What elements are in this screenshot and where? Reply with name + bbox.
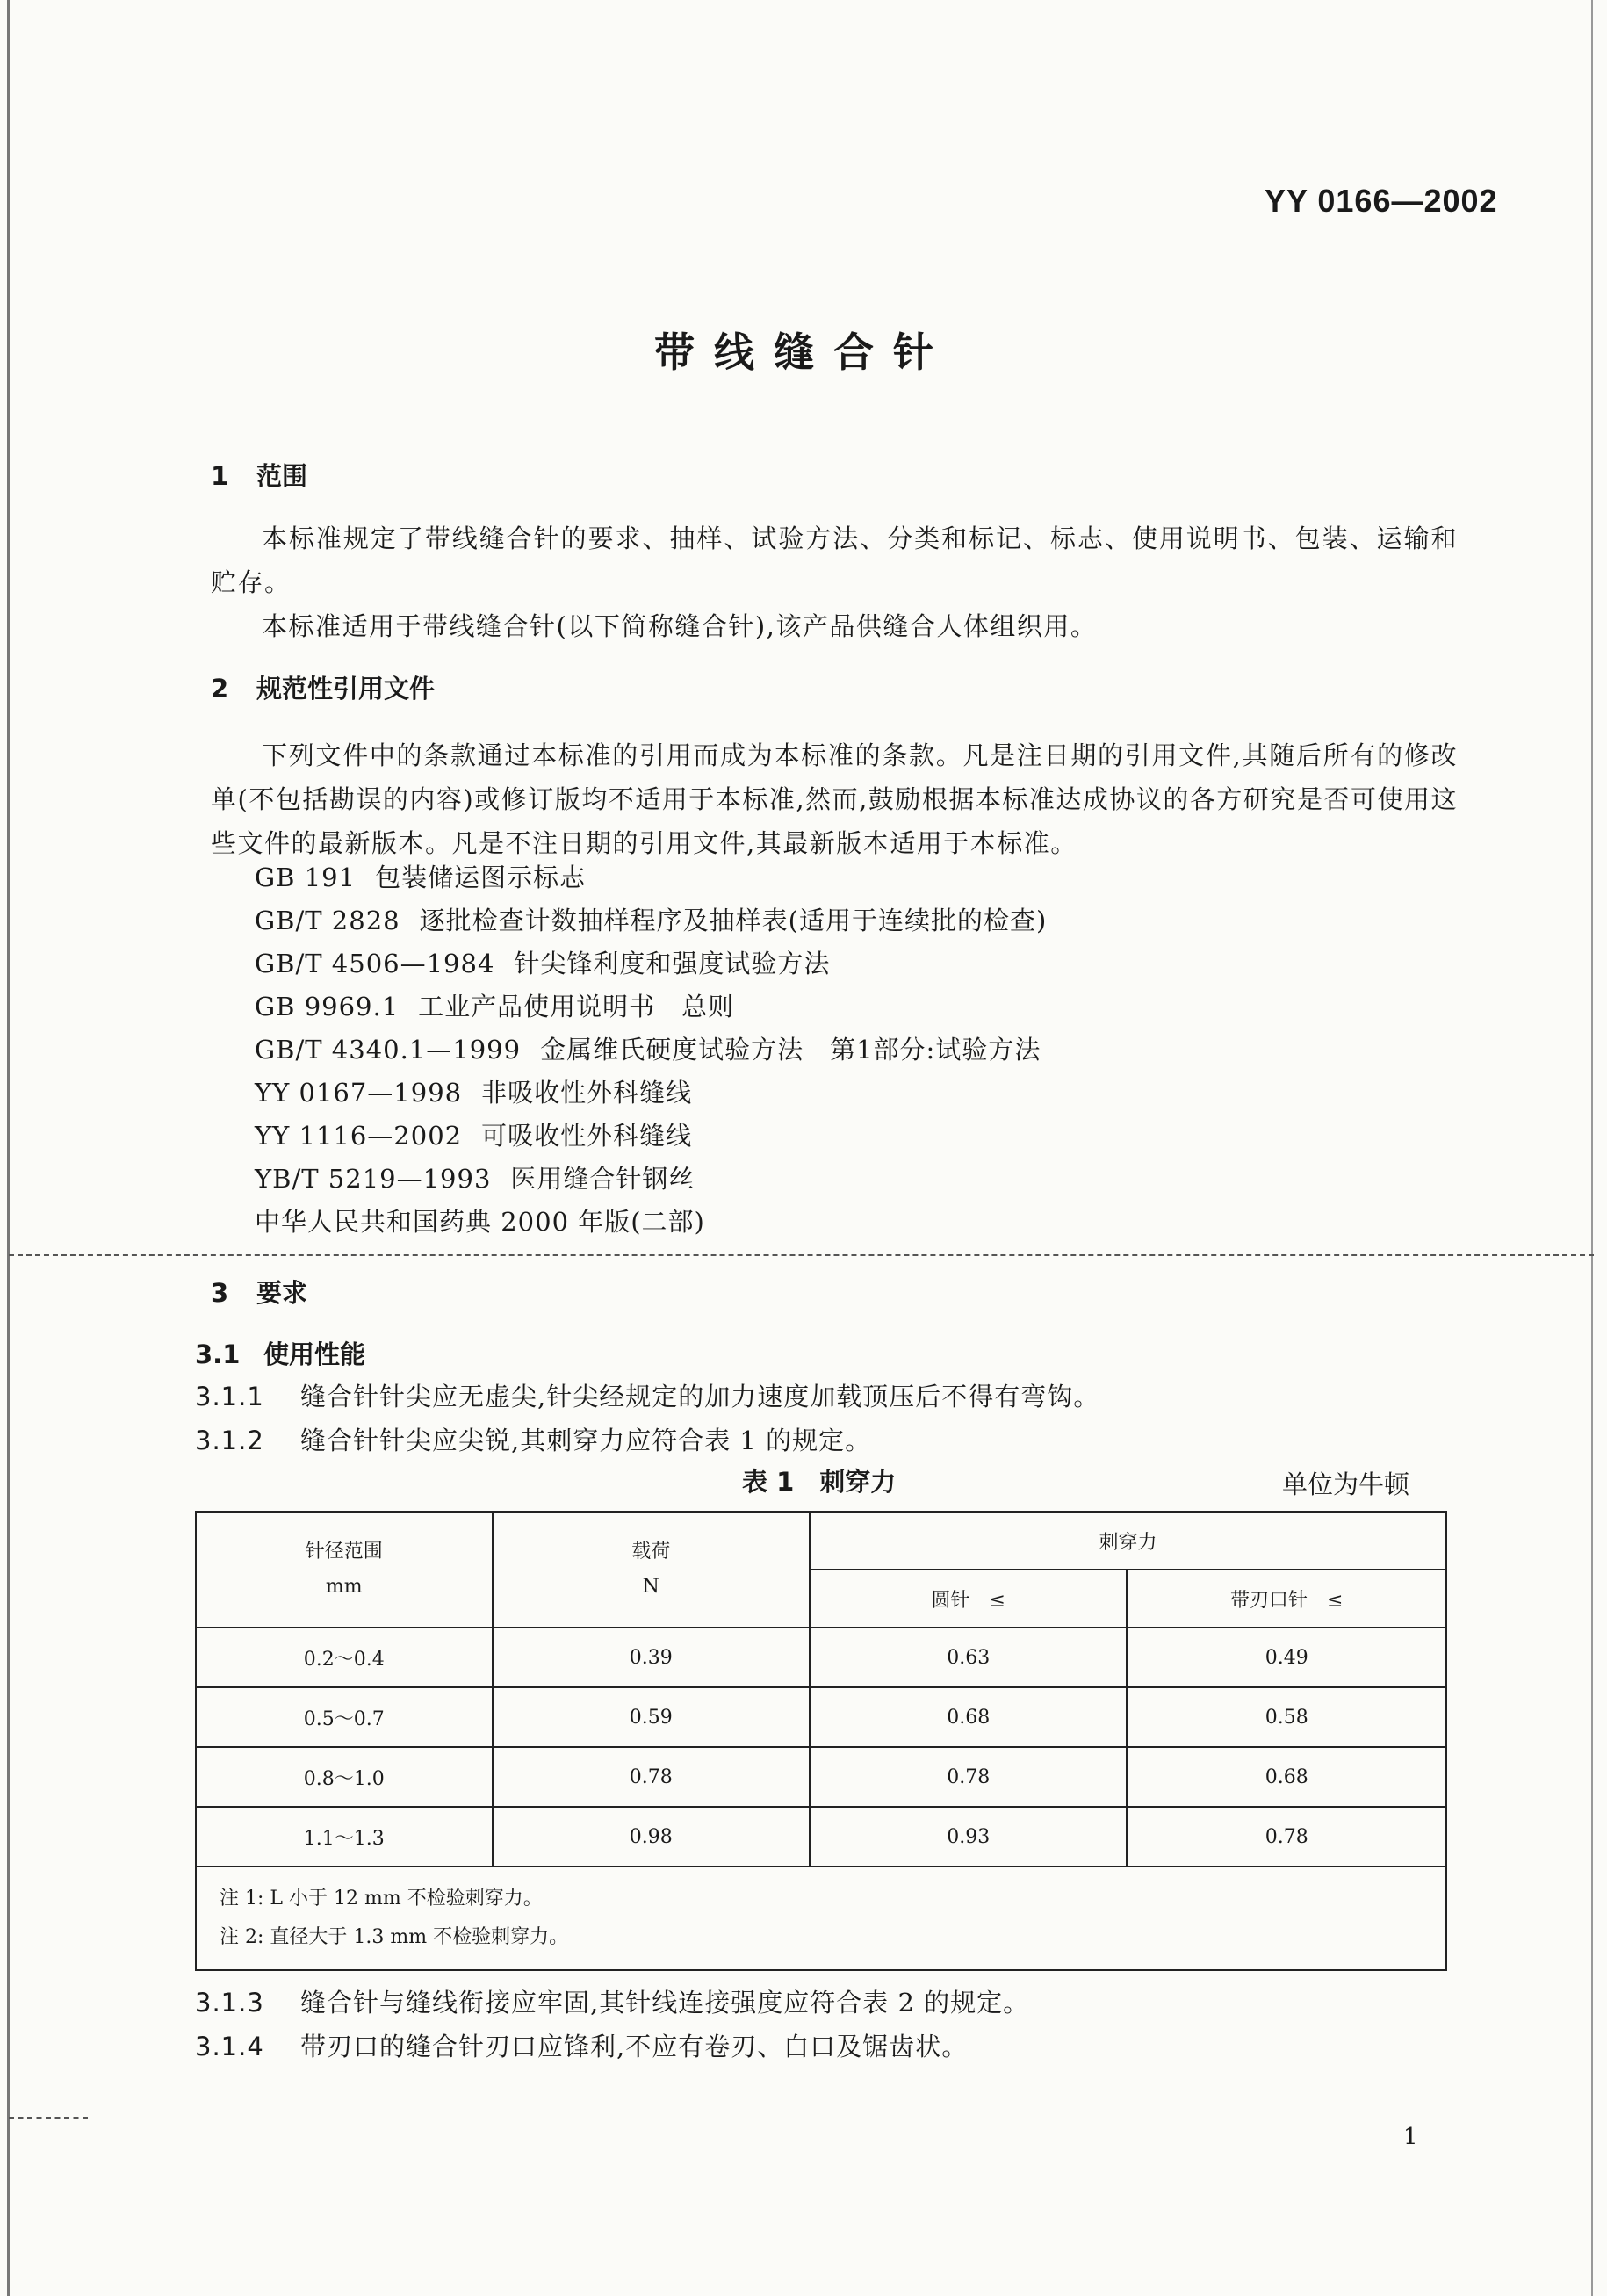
- subsection-3-1-title: 使用性能: [263, 1339, 366, 1369]
- clause-3-1-1: 3.1.1 缝合针针尖应无虚尖,针尖经规定的加力速度加载顶压后不得有弯钩。: [195, 1382, 1100, 1412]
- section-1-para-1: 本标准规定了带线缝合针的要求、抽样、试验方法、分类和标记、标志、使用说明书、包装、运输和贮存。: [211, 523, 1458, 597]
- section-2-heading: [211, 669, 435, 705]
- page-title: 带线缝合针: [654, 329, 953, 376]
- reference-item: GB/T 2828 逐批检查计数抽样程序及抽样表(适用于连续批的检查): [255, 906, 1048, 935]
- header-cutting-needle: 带刃口针 ≤: [1127, 1570, 1446, 1628]
- clause-3-1-3: 3.1.3 缝合针与缝线衔接应牢固,其针线连接强度应符合表 2 的规定。: [195, 1988, 1030, 2018]
- header-needle-range: 针径范围 mm: [196, 1512, 493, 1628]
- reference-item: GB 191 包装储运图示标志: [255, 863, 587, 892]
- standard-code: YY 0166—2002: [1265, 183, 1498, 219]
- subsection-3-1-number: 3.1: [195, 1339, 241, 1369]
- reference-item: 中华人民共和国药典 2000 年版(二部): [255, 1207, 705, 1237]
- table-note-2: 注 2: 直径大于 1.3 mm 不检验刺穿力。: [220, 1926, 569, 1948]
- reference-item: YY 0167—1998 非吸收性外科缝线: [255, 1078, 693, 1108]
- section-2-intro: 下列文件中的条款通过本标准的引用而成为本标准的条款。凡是注日期的引用文件,其随后所有的修改单(不包括勘误的内容)或修订版均不适用于本标准,然而,鼓励根据本标准达成协议的各方研究是否可使用这些文件的最新版本。凡是不注日期的引用文件,其最新版本适用于本标准。: [211, 740, 1458, 858]
- page-number: 1: [1403, 2124, 1418, 2150]
- section-3-number: 3: [211, 1278, 229, 1308]
- section-1-number: 1: [211, 461, 229, 491]
- section-1-title: 范围: [256, 461, 308, 491]
- table-1-penetration-force: [195, 1511, 1447, 1971]
- header-load: 载荷 N: [493, 1512, 810, 1628]
- table-row: 0.2～0.4 0.39 0.63 0.49: [196, 1628, 1446, 1687]
- reference-item: YY 1116—2002 可吸收性外科缝线: [255, 1121, 693, 1151]
- section-2-title: 规范性引用文件: [256, 674, 436, 704]
- section-1-heading: [211, 457, 307, 493]
- section-3-title: 要求: [256, 1278, 308, 1308]
- section-1-para-2: 本标准适用于带线缝合针(以下简称缝合针),该产品供缝合人体组织用。: [262, 611, 1098, 641]
- table-notes: [196, 1866, 1446, 1970]
- section-2-number: 2: [211, 674, 229, 704]
- table-note-1: 注 1: L 小于 12 mm 不检验刺穿力。: [220, 1888, 543, 1910]
- reference-item: GB 9969.1 工业产品使用说明书 总则: [255, 992, 735, 1022]
- reference-item: YB/T 5219—1993 医用缝合针钢丝: [255, 1164, 695, 1194]
- normative-references-list: [255, 856, 1047, 1244]
- clause-3-1-2: 3.1.2 缝合针针尖应尖锐,其刺穿力应符合表 1 的规定。: [195, 1426, 872, 1455]
- table-1-caption: 表 1 刺穿力: [742, 1467, 897, 1497]
- header-penetration-force: 刺穿力: [810, 1512, 1446, 1570]
- section-3-heading: [211, 1274, 307, 1310]
- reference-item: GB/T 4340.1—1999 金属维氏硬度试验方法 第1部分:试验方法: [255, 1035, 1041, 1065]
- clause-3-1-4: 3.1.4 带刃口的缝合针刃口应锋利,不应有卷刃、白口及锯齿状。: [195, 2032, 969, 2061]
- header-round-needle: 圆针 ≤: [810, 1570, 1127, 1628]
- subsection-3-1-heading: [195, 1335, 365, 1371]
- table-row: 1.1～1.3 0.98 0.93 0.78: [196, 1807, 1446, 1866]
- table-row: 0.5～0.7 0.59 0.68 0.58: [196, 1687, 1446, 1747]
- table-notes-row: [196, 1866, 1446, 1970]
- fold-line-top: [9, 1254, 1594, 1256]
- reference-item: GB/T 4506—1984 针尖锋利度和强度试验方法: [255, 949, 831, 978]
- table-1-unit: 单位为牛顿: [1282, 1469, 1410, 1499]
- table-row: 0.8～1.0 0.78 0.78 0.68: [196, 1747, 1446, 1807]
- fold-line-bottom: [9, 2117, 88, 2119]
